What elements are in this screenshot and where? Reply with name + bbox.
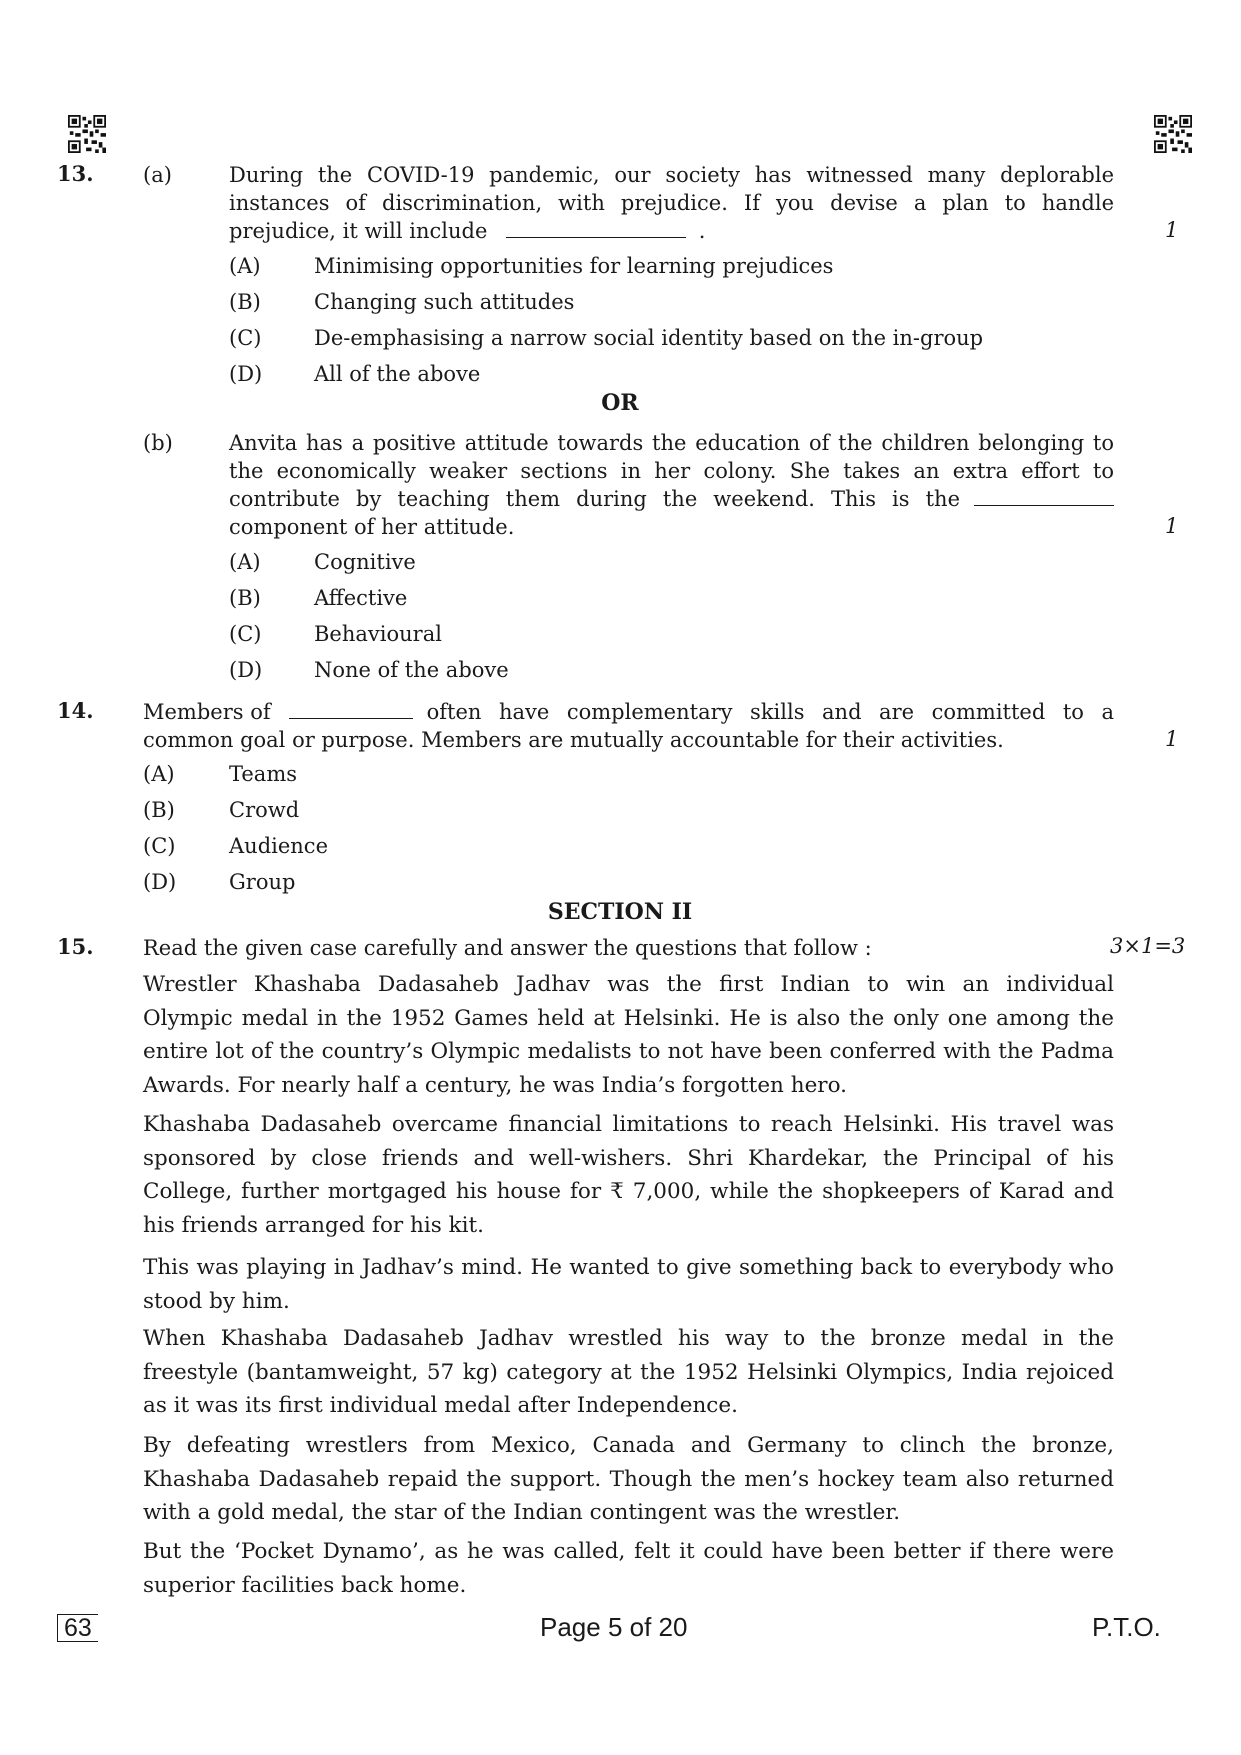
- case-paragraph: [143, 1108, 1114, 1242]
- case-paragraph: [143, 1322, 1114, 1423]
- page-number: Page 5 of 20: [540, 1612, 688, 1642]
- paragraph-line: By defeating wrestlers from Mexico, Canada and Germany to clinch the bronze,: [143, 1433, 1114, 1458]
- or-divider: OR: [601, 390, 639, 416]
- case-paragraph: [143, 1251, 1114, 1318]
- option-letter: (D): [229, 362, 263, 386]
- option-text: Teams: [229, 762, 298, 786]
- question-number: 15.: [57, 934, 94, 959]
- option-letter: (A): [229, 254, 261, 278]
- option-letter: (D): [229, 658, 263, 682]
- option-text: Audience: [229, 834, 328, 858]
- paragraph-line: When Khashaba Dadasaheb Jadhav wrestled his way to the bronze medal in the: [143, 1326, 1114, 1351]
- question-intro: Read the given case carefully and answer the questions that follow :: [143, 936, 872, 960]
- option-letter: (D): [143, 870, 177, 894]
- paragraph-line: freestyle (bantamweight, 57 kg) category at the 1952 Helsinki Olympics, India rejoiced: [143, 1359, 1114, 1385]
- option-letter: (A): [143, 762, 175, 786]
- question-text: contribute by teaching them during the weekend. This is the: [229, 487, 960, 511]
- marks: 1: [1165, 727, 1179, 751]
- marks: 3×1=3: [1110, 934, 1186, 958]
- paragraph-line: stood by him.: [143, 1288, 290, 1314]
- marks: 1: [1165, 514, 1179, 538]
- paper-code: 63: [57, 1614, 98, 1642]
- option-text: Crowd: [229, 798, 300, 822]
- option-letter: (C): [229, 622, 262, 646]
- part-label: (b): [143, 431, 173, 455]
- paragraph-line: as it was its first individual medal after Independence.: [143, 1393, 738, 1418]
- question-number: 14.: [57, 698, 94, 723]
- option-text: Affective: [314, 586, 408, 610]
- case-paragraph: [143, 1429, 1114, 1530]
- paragraph-line: But the ‘Pocket Dynamo’, as he was called, felt it could have been better if there were: [143, 1539, 1114, 1564]
- question-text-line: [229, 485, 1114, 514]
- answer-blank: [289, 700, 413, 719]
- paragraph-line: entire lot of the country’s Olympic medalists to not have been conferred with the Padma: [143, 1039, 1114, 1064]
- case-paragraph: [143, 968, 1114, 1102]
- option-letter: (A): [229, 550, 261, 574]
- question-text-line: [143, 698, 1114, 727]
- option-text: All of the above: [314, 362, 481, 386]
- option-text: De-emphasising a narrow social identity based on the in-group: [314, 326, 984, 350]
- question-text-line: [229, 217, 1114, 246]
- paragraph-line: Khashaba Dadasaheb overcame financial limitations to reach Helsinki. His travel was: [143, 1112, 1114, 1137]
- paragraph-line: Wrestler Khashaba Dadasaheb Jadhav was the first Indian to win an individual: [143, 972, 1114, 997]
- option-letter: (B): [229, 586, 261, 610]
- question-text-line: the economically weaker sections in her colony. She takes an extra effort to: [229, 459, 1114, 483]
- option-text: Minimising opportunities for learning prejudices: [314, 254, 834, 278]
- question-number: 13.: [57, 161, 94, 186]
- paragraph-line: Olympic medal in the 1952 Games held at Helsinki. He is also the only one among the: [143, 1005, 1114, 1031]
- option-letter: (B): [229, 290, 261, 314]
- option-letter: (B): [143, 798, 175, 822]
- option-letter: (C): [143, 834, 176, 858]
- paragraph-line: his friends arranged for his kit.: [143, 1212, 485, 1238]
- question-text-line: common goal or purpose. Members are mutually accountable for their activities.: [143, 728, 1004, 752]
- paragraph-line: This was playing in Jadhav’s mind. He wanted to give something back to everybody who: [143, 1255, 1114, 1280]
- marks: 1: [1165, 218, 1179, 242]
- qr-code-icon: [68, 115, 106, 153]
- option-text: None of the above: [314, 658, 509, 682]
- paragraph-line: Khashaba Dadasaheb repaid the support. Though the men’s hockey team also returned: [143, 1466, 1114, 1492]
- answer-blank: [974, 487, 1114, 506]
- question-text-line: Anvita has a positive attitude towards the education of the children belonging to: [229, 431, 1114, 455]
- paragraph-line: College, further mortgaged his house for ₹ 7,000, while the shopkeepers of Karad and: [143, 1179, 1114, 1204]
- question-text: Members of: [143, 700, 271, 724]
- option-text: Group: [229, 870, 296, 894]
- question-text: often have complementary skills and are committed to a: [426, 700, 1114, 724]
- case-paragraph: [143, 1535, 1114, 1602]
- option-letter: (C): [229, 326, 262, 350]
- question-text-line: component of her attitude.: [229, 515, 515, 539]
- pto-label: P.T.O.: [1092, 1612, 1161, 1642]
- paragraph-line: sponsored by close friends and well-wishers. Shri Khardekar, the Principal of his: [143, 1145, 1114, 1171]
- paragraph-line: with a gold medal, the star of the Indian contingent was the wrestler.: [143, 1500, 901, 1525]
- question-text-line: During the COVID-19 pandemic, our society has witnessed many deplorable: [229, 163, 1114, 187]
- qr-code-icon: [1154, 115, 1192, 153]
- section-heading: SECTION II: [547, 899, 693, 925]
- question-text: prejudice, it will include: [229, 219, 488, 243]
- option-text: Behavioural: [314, 622, 442, 646]
- paragraph-line: superior facilities back home.: [143, 1572, 467, 1598]
- answer-blank: [506, 219, 686, 238]
- option-text: Changing such attitudes: [314, 290, 575, 314]
- paragraph-line: Awards. For nearly half a century, he was India’s forgotten hero.: [143, 1072, 847, 1098]
- option-text: Cognitive: [314, 550, 416, 574]
- part-label: (a): [143, 163, 172, 187]
- question-text: .: [698, 219, 706, 243]
- question-text-line: instances of discrimination, with prejudice. If you devise a plan to handle: [229, 191, 1114, 215]
